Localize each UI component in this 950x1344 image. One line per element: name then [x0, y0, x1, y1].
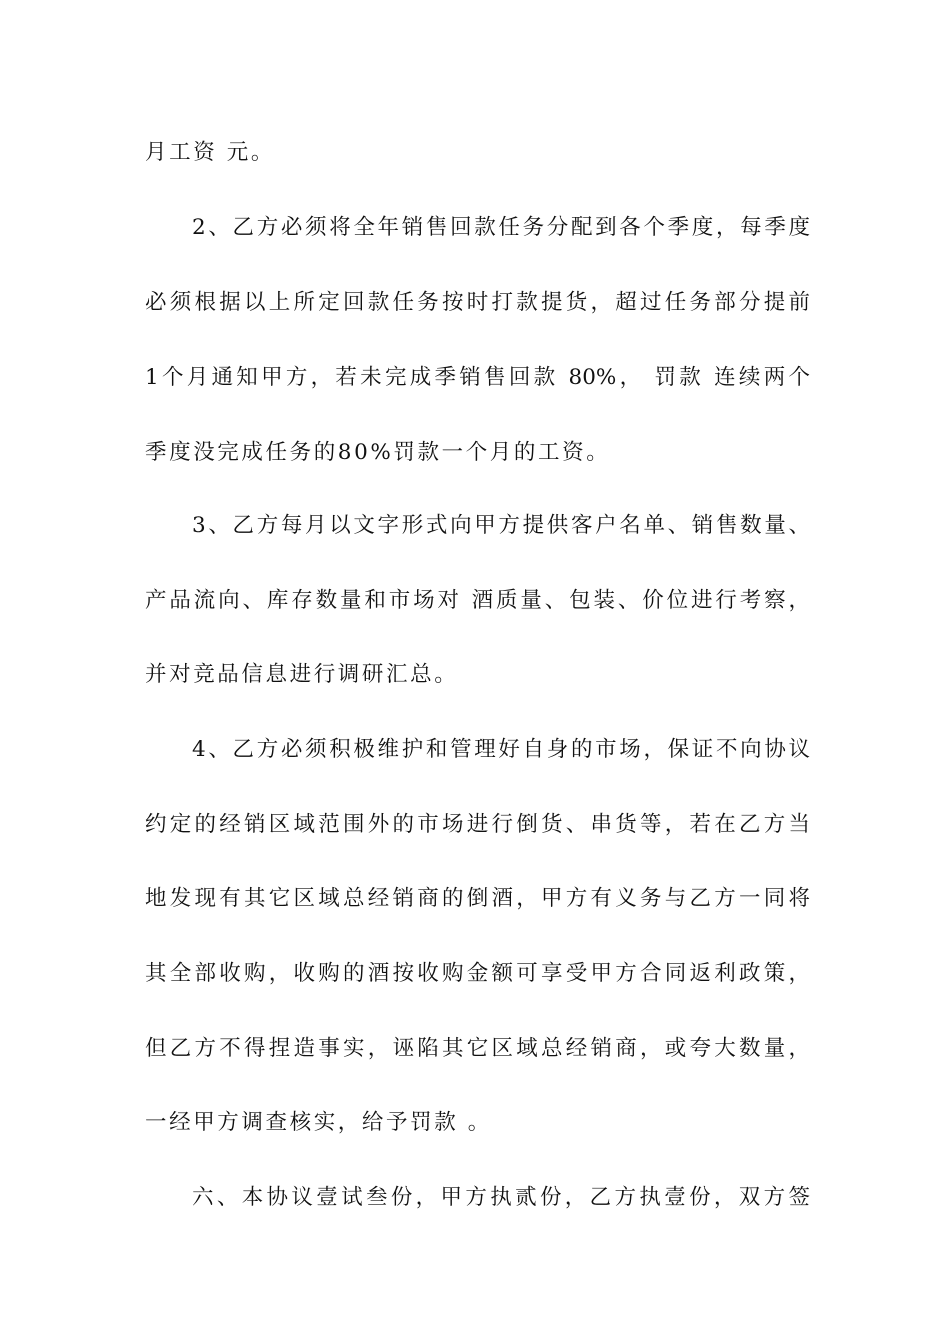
text-line-6: 3、乙方每月以文字形式向甲方提供客户名单、销售数量、	[192, 513, 810, 538]
text-line-4: 1个月通知甲方，若未完成季销售回款 80%， 罚款 连续两个	[145, 365, 810, 390]
text-line-5: 季度没完成任务的80%罚款一个月的工资。	[145, 440, 611, 465]
text-line-10: 约定的经销区域范围外的市场进行倒货、串货等，若在乙方当	[145, 812, 810, 837]
text-line-15: 六、本协议壹试叁份，甲方执贰份，乙方执壹份，双方签	[192, 1185, 810, 1210]
text-line-13: 但乙方不得捏造事实，诬陷其它区域总经销商，或夸大数量，	[145, 1036, 810, 1061]
text-line-11: 地发现有其它区域总经销商的倒酒，甲方有义务与乙方一同将	[145, 886, 810, 911]
text-line-3: 必须根据以上所定回款任务按时打款提货，超过任务部分提前	[145, 290, 810, 315]
text-line-12: 其全部收购，收购的酒按收购金额可享受甲方合同返利政策，	[145, 961, 810, 986]
text-line-1: 月工资 元。	[145, 140, 275, 165]
text-line-14: 一经甲方调查核实，给予罚款 。	[145, 1110, 492, 1135]
text-line-2: 2、乙方必须将全年销售回款任务分配到各个季度，每季度	[192, 215, 810, 240]
text-line-7: 产品流向、库存数量和市场对 酒质量、包装、价位进行考察，	[145, 588, 810, 613]
text-line-8: 并对竞品信息进行调研汇总。	[145, 662, 459, 687]
text-line-9: 4、乙方必须积极维护和管理好自身的市场，保证不向协议	[192, 737, 810, 762]
